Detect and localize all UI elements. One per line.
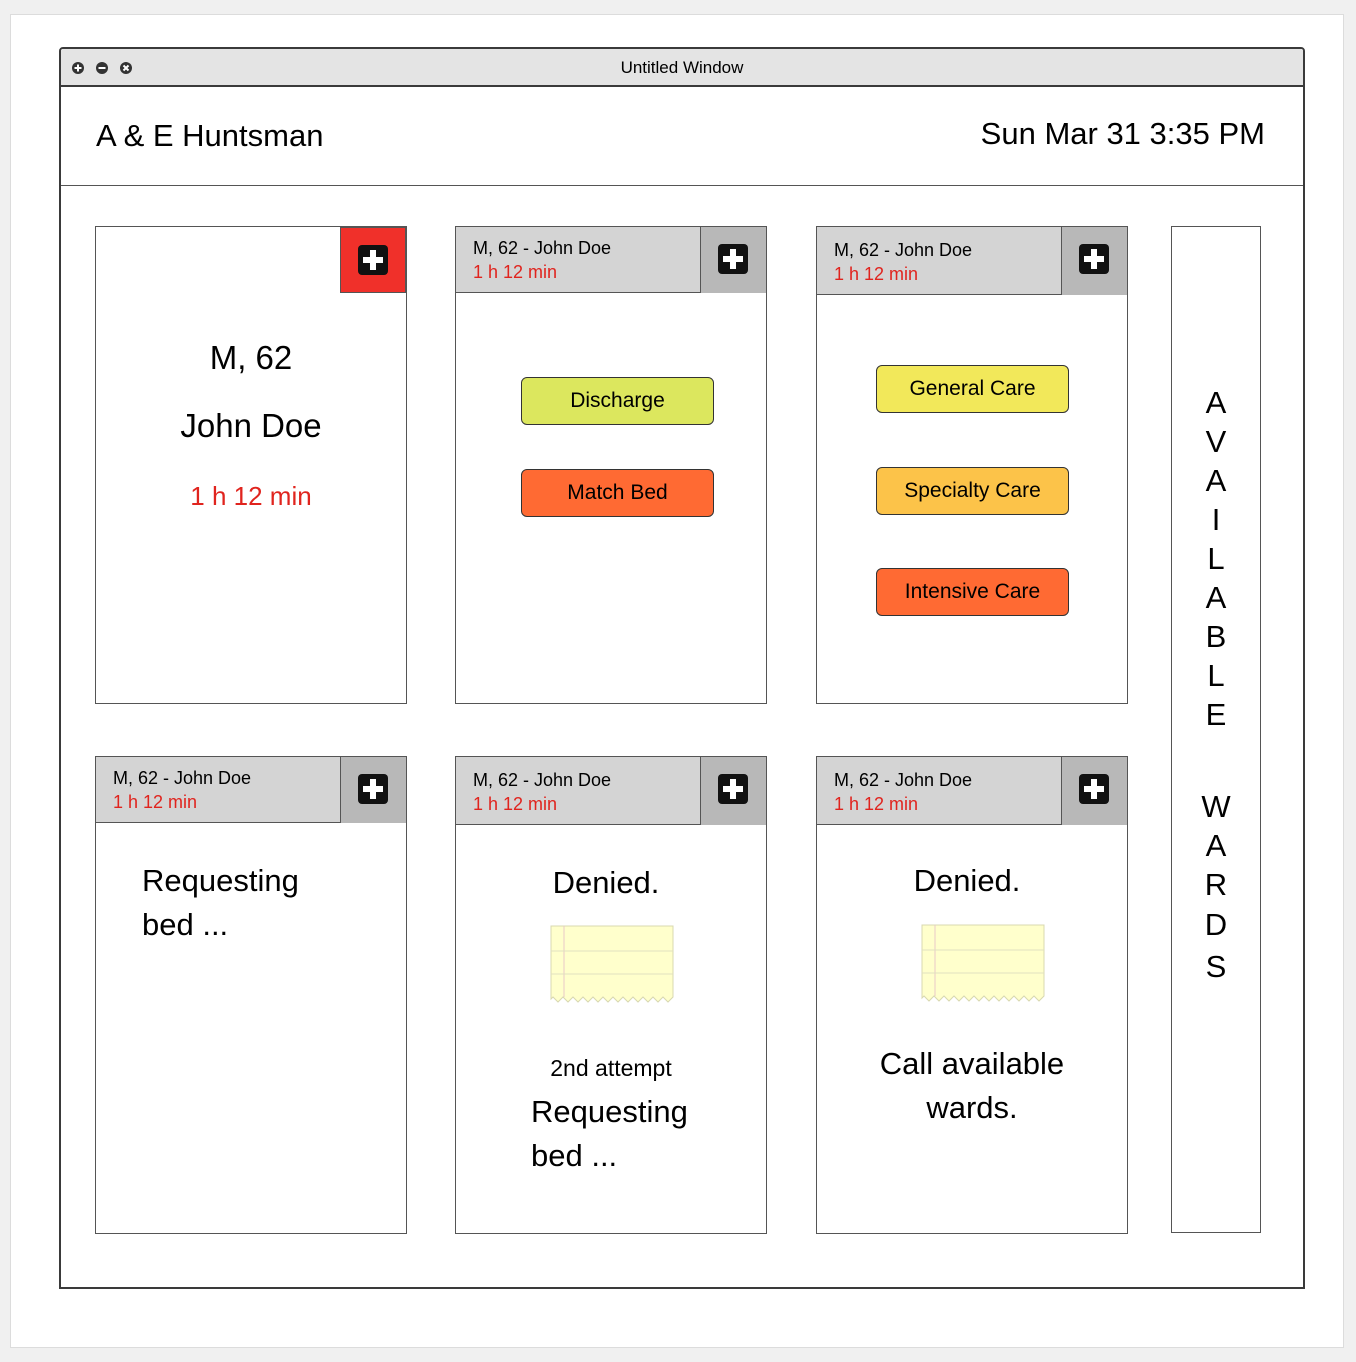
patient-card-care-level xyxy=(816,226,1128,704)
patient-card-summary[interactable] xyxy=(95,226,407,704)
wait-time: 1 h 12 min xyxy=(473,262,558,282)
card-header xyxy=(456,227,766,293)
wards-letter: S xyxy=(1205,949,1227,984)
window-title: Untitled Window xyxy=(620,58,744,77)
discharge-button[interactable]: Discharge xyxy=(521,377,714,425)
medical-cross-icon xyxy=(717,773,749,805)
status-line-2: bed ... xyxy=(142,907,229,942)
wards-letter: A xyxy=(1205,463,1227,498)
patient-card-denied-call xyxy=(816,756,1128,1234)
wards-letter: W xyxy=(1201,789,1231,824)
wards-letter: B xyxy=(1205,619,1227,654)
card-header xyxy=(817,757,1127,825)
wait-time: 1 h 12 min xyxy=(113,792,198,812)
attempt-label: 2nd attempt xyxy=(550,1055,672,1081)
wait-time: 1 h 12 min xyxy=(834,794,919,814)
date-time: Sun Mar 31 3:35 PM xyxy=(980,116,1265,151)
medical-cross-icon xyxy=(717,243,749,275)
app-header xyxy=(61,87,1303,186)
card-header xyxy=(817,227,1127,295)
denied-label: Denied. xyxy=(913,863,1021,898)
wards-letter: L xyxy=(1207,658,1225,693)
medical-cross-icon xyxy=(1078,773,1110,805)
action-line-1: Call available xyxy=(879,1046,1065,1081)
department-title: A & E Huntsman xyxy=(96,118,324,153)
sticky-note-icon[interactable] xyxy=(550,925,674,1007)
wait-time: 1 h 12 min xyxy=(190,481,312,511)
wait-time: 1 h 12 min xyxy=(834,264,919,284)
title-bar xyxy=(61,49,1303,87)
card-header xyxy=(456,757,766,825)
add-button[interactable] xyxy=(340,757,406,823)
medical-cross-icon xyxy=(1078,243,1110,275)
wards-letter: A xyxy=(1205,828,1227,863)
card-header xyxy=(96,757,406,823)
wards-letter: E xyxy=(1205,697,1227,732)
wards-letter: A xyxy=(1205,385,1227,420)
wards-letter: D xyxy=(1204,907,1228,942)
intensive-care-button[interactable]: Intensive Care xyxy=(876,568,1069,616)
specialty-care-button[interactable]: Specialty Care xyxy=(876,467,1069,515)
action-line-2: wards. xyxy=(926,1090,1018,1125)
patient-summary: M, 62 - John Doe xyxy=(834,770,973,790)
patient-card-requesting xyxy=(95,756,407,1234)
add-button[interactable] xyxy=(1061,227,1127,295)
denied-label: Denied. xyxy=(552,865,660,900)
patient-card-decision xyxy=(455,226,767,704)
add-button[interactable] xyxy=(1061,757,1127,825)
emergency-add-button[interactable] xyxy=(340,227,406,293)
wards-letter: A xyxy=(1205,580,1227,615)
match-bed-button[interactable]: Match Bed xyxy=(521,469,714,517)
patient-card-denied-retry xyxy=(455,756,767,1234)
wait-time: 1 h 12 min xyxy=(473,794,558,814)
status-line-2: bed ... xyxy=(531,1138,618,1173)
patient-name: John Doe xyxy=(180,407,322,444)
patient-sex-age: M, 62 xyxy=(209,339,293,376)
patient-summary: M, 62 - John Doe xyxy=(113,768,252,788)
sticky-note-icon[interactable] xyxy=(921,924,1045,1006)
patient-summary: M, 62 - John Doe xyxy=(473,238,612,258)
wards-letter: V xyxy=(1205,424,1227,459)
medical-cross-icon xyxy=(357,773,389,805)
patient-summary: M, 62 - John Doe xyxy=(473,770,612,790)
wards-letter: I xyxy=(1211,502,1221,537)
add-button[interactable] xyxy=(700,757,766,825)
status-line-1: Requesting xyxy=(142,863,299,898)
add-button[interactable] xyxy=(700,227,766,293)
available-wards-panel[interactable] xyxy=(1171,226,1261,1233)
medical-cross-icon xyxy=(357,244,389,276)
patient-summary: M, 62 - John Doe xyxy=(834,240,973,260)
status-line-1: Requesting xyxy=(531,1094,688,1129)
general-care-button[interactable]: General Care xyxy=(876,365,1069,413)
wards-letter: L xyxy=(1207,541,1225,576)
wards-letter: R xyxy=(1204,867,1228,902)
